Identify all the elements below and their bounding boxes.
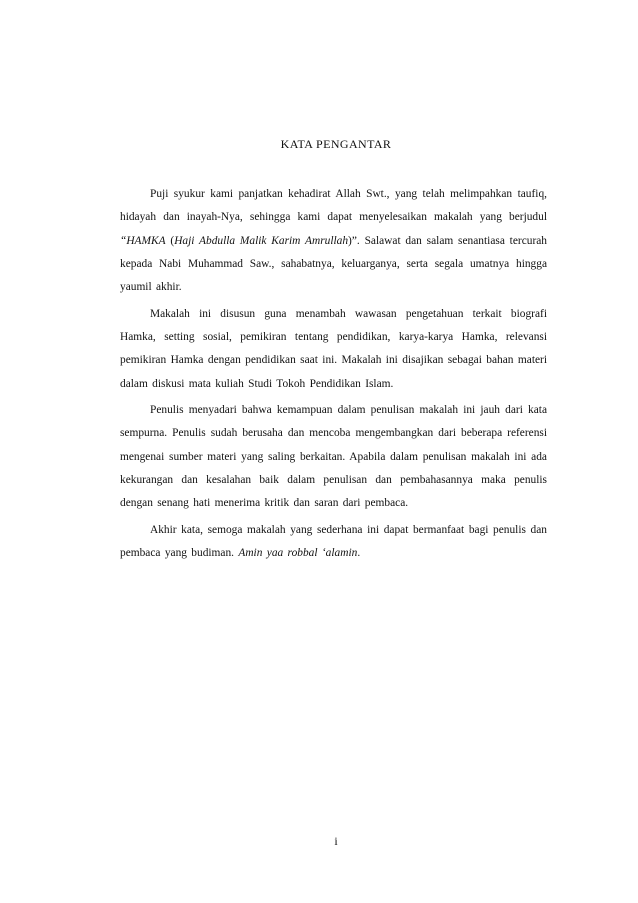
- paragraph-4: [120, 519, 547, 566]
- paragraph-1-subtitle-italic: Haji Abdulla Malik Karim Amrullah: [174, 234, 349, 247]
- paragraph-4-text-c: .: [357, 547, 361, 560]
- page-title: KATA PENGANTAR: [280, 137, 392, 151]
- paragraph-1-text-f: . Salawat dan salam senantiasa tercurah kepada Nabi Muhammad Saw., sahabatnya, keluarganya, serta segala umatnya hingga yaumil akhir.: [120, 234, 547, 294]
- paragraph-1-title-italic: “HAMKA: [120, 234, 166, 247]
- paragraph-4-text-a: Akhir kata, semoga makalah yang sederhana ini dapat bermanfaat bagi penulis dan pembaca yang budiman.: [120, 523, 547, 560]
- paragraph-3: Penulis menyadari bahwa kemampuan dalam penulisan makalah ini jauh dari kata sempurna. Penulis sudah berusaha dan mencoba mengembangkan dari beberapa referensi mengenai sumber materi yang saling berkaitan. Apabila dalam penulisan makalah ini ada kekurangan dan kesalahan baik dalam penulisan dan pembahasannya maka penulis dengan senang hati menerima kritik dan saran dari pembaca.: [120, 404, 547, 510]
- paragraph-1: [120, 183, 547, 299]
- paragraph-1-text-c: (: [165, 234, 175, 247]
- paragraph-1-text-e: )”: [348, 234, 357, 247]
- body-text: [120, 183, 547, 569]
- paragraph-1-text-a: Puji syukur kami panjatkan kehadirat Allah Swt., yang telah melimpahkan taufiq, hidayah dan inayah-Nya, sehingga kami dapat menyelesaikan makalah yang berjudul: [120, 188, 547, 224]
- paragraph-4-closing-italic: Amin yaa robbal ‘alamin: [238, 547, 358, 560]
- paragraph-2: Makalah ini disusun guna menambah wawasan pengetahuan terkait biografi Hamka, setting sosial, pemikiran tentang pendidikan, karya-karya Hamka, relevansi pemikiran Hamka dengan pendidikan saat ini. Makalah ini disajikan sebagai bahan materi dalam diskusi mata kuliah Studi Tokoh Pendidikan Islam.: [120, 307, 547, 390]
- page-number: i: [334, 834, 338, 848]
